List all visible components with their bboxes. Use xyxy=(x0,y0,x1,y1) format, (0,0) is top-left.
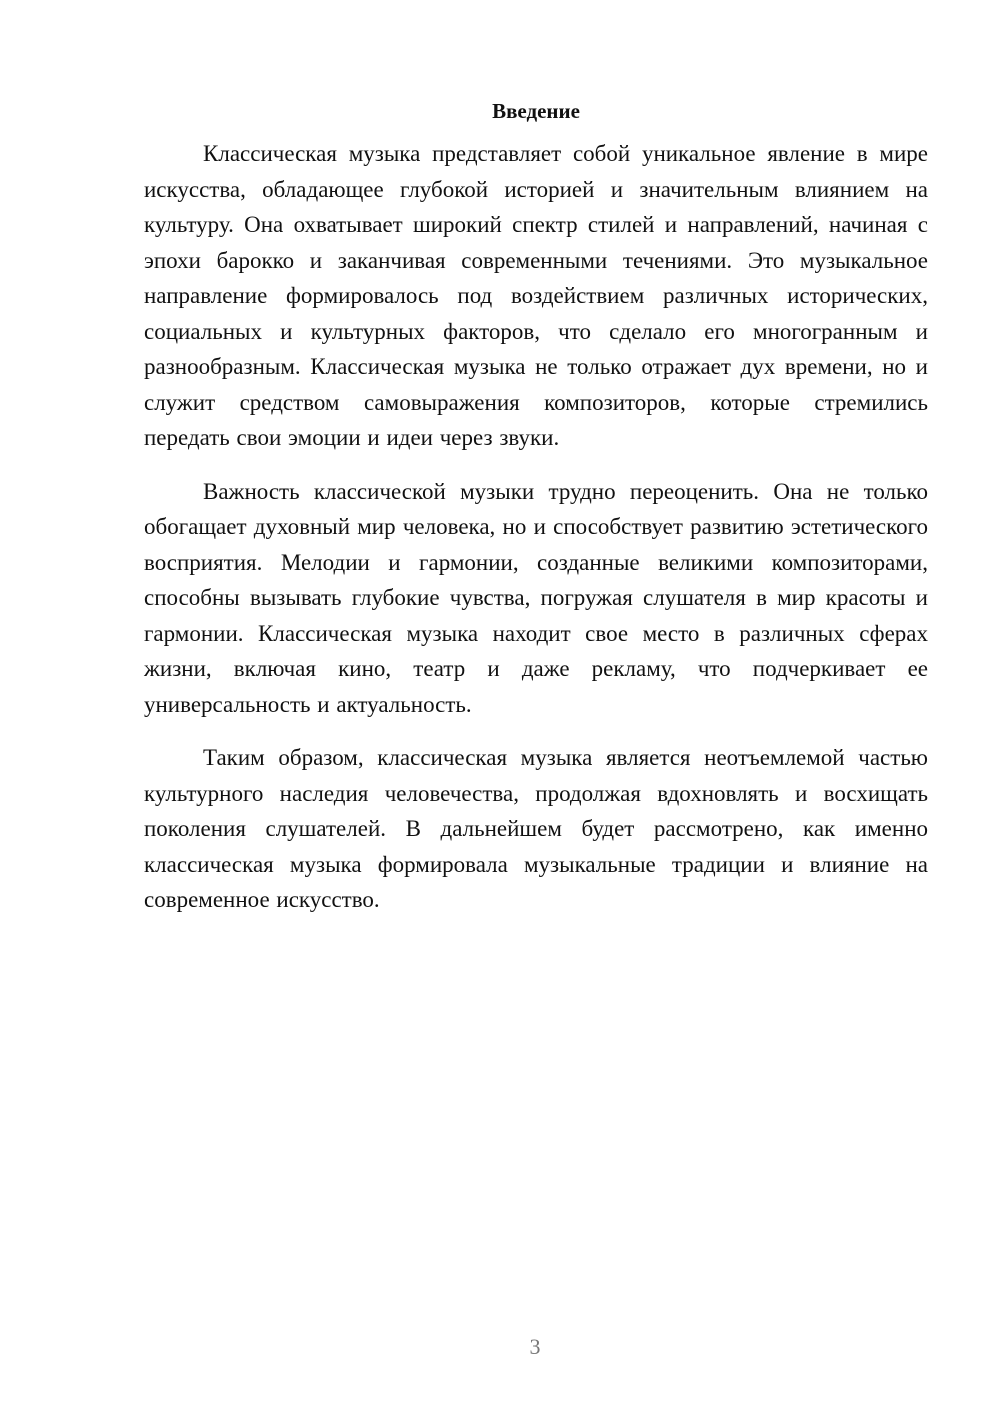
paragraph-2: Важность классической музыки трудно переоценить. Она не только обогащает духовный мир человека, но и способствует развитию эстетического восприятия. Мелодии и гармонии, созданные великими композиторами, способны вызывать глубокие чувства, погружая слушателя в мир красоты и гармонии. Классическая музыка находит свое место в различных сферах жизни, включая кино, театр и даже рекламу, что подчеркивает ее универсальность и актуальность. xyxy=(144,478,928,717)
paragraph-3: Таким образом, классическая музыка является неотъемлемой частью культурного наследия человечества, продолжая вдохновлять и восхищать поколения слушателей. В дальнейшем будет рассмотрено, как именно классическая музыка формировала музыкальные традиции и влияние на современное искусство. xyxy=(144,745,928,912)
page-content xyxy=(144,96,928,918)
paragraph-1: Классическая музыка представляет собой уникальное явление в мире искусства, обладающее глубокой историей и значительным влиянием на культуру. Она охватывает широкий спектр стилей и направлений, начиная с эпохи барокко и заканчивая современными течениями. Это музыкальное направление формировалось под воздействием различных исторических, социальных и культурных факторов, что сделало его многогранным и разнообразным. Классическая музыка не только отражает дух времени, но и служит средством самовыражения композиторов, которые стремились передать свои эмоции и идеи через звуки. xyxy=(144,141,928,450)
page-title: Введение xyxy=(492,99,580,123)
page-number: 3 xyxy=(529,1334,541,1359)
